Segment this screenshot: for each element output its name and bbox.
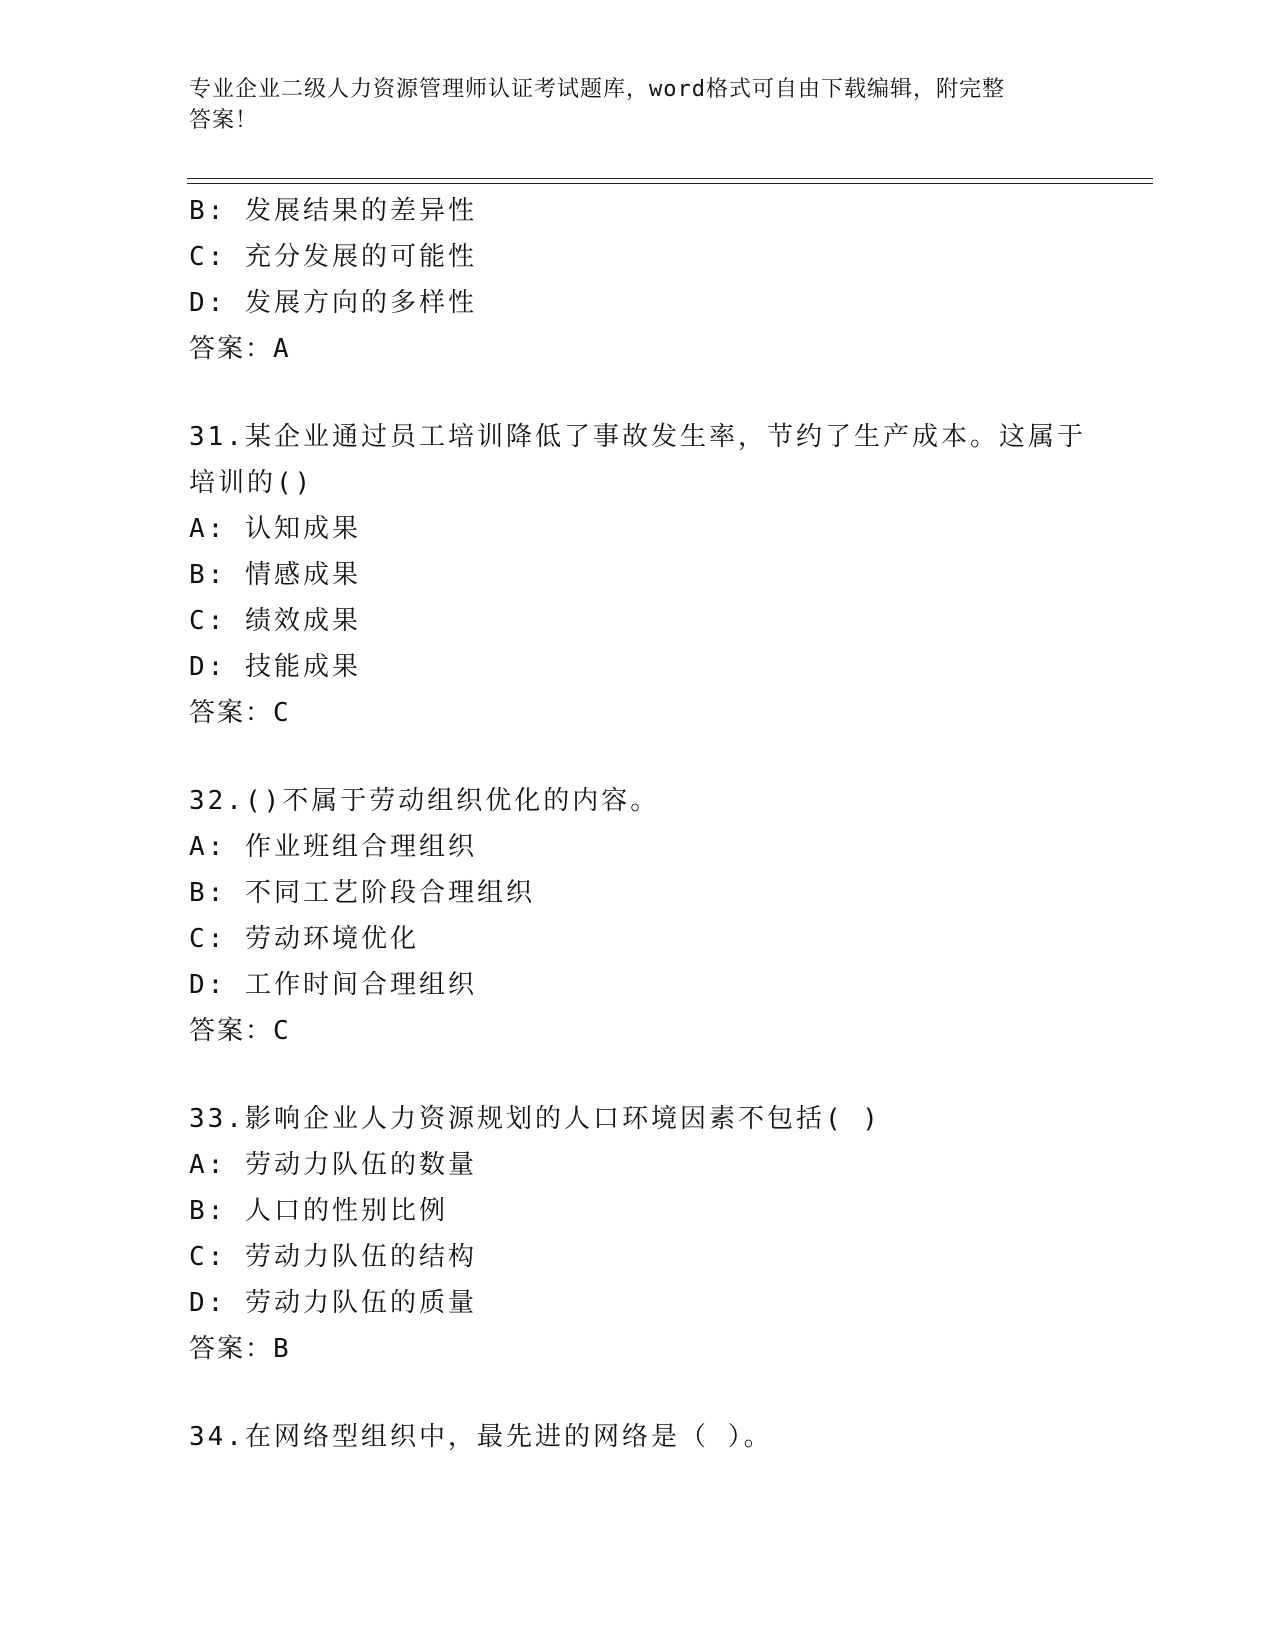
option-label: B:	[189, 560, 227, 590]
option-label: D:	[189, 288, 227, 318]
header-divider-bottom	[187, 183, 1153, 184]
option-d	[189, 1280, 1089, 1326]
option-label: A:	[189, 832, 227, 862]
option-d	[189, 280, 1089, 326]
question-text	[189, 778, 1089, 824]
question-text-line-1: 某企业通过员工培训降低了事故发生率，节约了生产成本。这属于	[244, 422, 1086, 452]
header-line-1: 专业企业二级人力资源管理师认证考试题库，word格式可自由下载编辑，附完整	[189, 77, 1005, 102]
option-b	[189, 1188, 1089, 1234]
option-label: C:	[189, 242, 227, 272]
option-label: B:	[189, 878, 227, 908]
question-block-prev	[189, 188, 1089, 372]
question-block-34	[189, 1414, 1089, 1460]
option-label: D:	[189, 652, 227, 682]
spacer	[189, 372, 1089, 414]
option-text: 认知成果	[244, 514, 361, 544]
option-text: 绩效成果	[244, 606, 361, 636]
option-text: 劳动力队伍的质量	[244, 1288, 477, 1318]
option-text: 劳动环境优化	[244, 924, 419, 954]
option-text: 发展方向的多样性	[244, 288, 477, 318]
spacer	[189, 1054, 1089, 1096]
question-body: ()不属于劳动组织优化的内容。	[244, 786, 660, 816]
answer-value: C	[273, 698, 291, 728]
answer-value: B	[273, 1334, 291, 1364]
option-text: 不同工艺阶段合理组织	[244, 878, 535, 908]
option-label: C:	[189, 924, 227, 954]
header-line-2: 答案！	[189, 108, 259, 133]
question-text	[189, 1414, 1089, 1460]
option-label: A:	[189, 514, 227, 544]
option-label: D:	[189, 970, 227, 1000]
answer-line	[189, 1008, 1089, 1054]
question-body: 影响企业人力资源规划的人口环境因素不包括( )	[244, 1104, 881, 1134]
option-label: B:	[189, 196, 227, 226]
option-c	[189, 1234, 1089, 1280]
answer-label: 答案：	[189, 1334, 274, 1364]
question-text	[189, 1096, 1089, 1142]
answer-label: 答案：	[189, 1016, 274, 1046]
option-d	[189, 644, 1089, 690]
answer-line	[189, 1326, 1089, 1372]
question-text	[189, 414, 1089, 460]
option-label: A:	[189, 1150, 227, 1180]
option-b	[189, 552, 1089, 598]
question-text-line-2: 培训的()	[189, 468, 314, 498]
option-a	[189, 824, 1089, 870]
question-number: 33.	[189, 1104, 245, 1134]
option-text: 充分发展的可能性	[244, 242, 477, 272]
option-c	[189, 598, 1089, 644]
question-number: 34.	[189, 1422, 245, 1452]
option-text: 工作时间合理组织	[244, 970, 477, 1000]
question-list	[189, 188, 1089, 1460]
header-divider-top	[187, 178, 1153, 179]
option-label: B:	[189, 1196, 227, 1226]
answer-label: 答案：	[189, 334, 274, 364]
option-b	[189, 870, 1089, 916]
question-body: 在网络型组织中，最先进的网络是（ ）。	[244, 1422, 773, 1452]
question-number: 32.	[189, 786, 245, 816]
option-text: 技能成果	[244, 652, 361, 682]
option-label: C:	[189, 606, 227, 636]
answer-line	[189, 326, 1089, 372]
document-header	[189, 74, 1089, 136]
spacer	[189, 736, 1089, 778]
option-text: 发展结果的差异性	[244, 196, 477, 226]
option-label: D:	[189, 1288, 227, 1318]
option-label: C:	[189, 1242, 227, 1272]
question-block-31	[189, 414, 1089, 736]
answer-value: A	[273, 334, 291, 364]
question-block-33	[189, 1096, 1089, 1372]
answer-label: 答案：	[189, 698, 274, 728]
option-c	[189, 234, 1089, 280]
option-text: 作业班组合理组织	[244, 832, 477, 862]
option-b	[189, 188, 1089, 234]
option-text: 劳动力队伍的数量	[244, 1150, 477, 1180]
option-text: 人口的性别比例	[244, 1196, 448, 1226]
option-text: 情感成果	[244, 560, 361, 590]
question-block-32	[189, 778, 1089, 1054]
option-a	[189, 1142, 1089, 1188]
option-d	[189, 962, 1089, 1008]
answer-line	[189, 690, 1089, 736]
question-number: 31.	[189, 422, 245, 452]
answer-value: C	[273, 1016, 291, 1046]
option-c	[189, 916, 1089, 962]
spacer	[189, 1372, 1089, 1414]
option-text: 劳动力队伍的结构	[244, 1242, 477, 1272]
option-a	[189, 506, 1089, 552]
